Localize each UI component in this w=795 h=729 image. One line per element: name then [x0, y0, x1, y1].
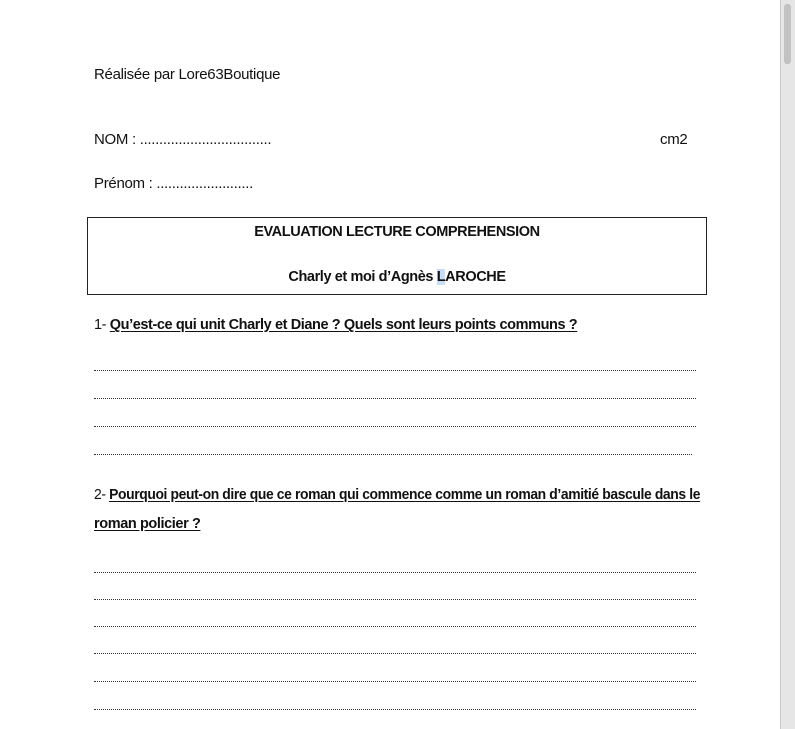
answer-line[interactable] — [94, 599, 696, 600]
question-2-number: 2- — [94, 487, 110, 503]
text-cursor-selection[interactable]: L — [436, 269, 446, 285]
scrollbar-thumb[interactable] — [784, 4, 791, 64]
answer-line[interactable] — [94, 398, 696, 399]
question-1-text: Qu’est-ce qui unit Charly et Diane ? Quels sont leurs points communs ? — [109, 317, 578, 333]
book-title-prefix: Charly et moi d’Agnès — [288, 269, 437, 285]
answer-line[interactable] — [94, 426, 696, 427]
book-title — [88, 269, 706, 285]
question-2-continued — [94, 516, 200, 532]
question-2-text-line2: roman policier ? — [94, 516, 201, 532]
name-field-label: NOM : .................................. — [94, 131, 272, 148]
worksheet-title: EVALUATION LECTURE COMPREHENSION — [254, 224, 540, 240]
answer-line[interactable] — [94, 626, 696, 627]
book-title-suffix: AROCHE — [445, 269, 506, 285]
firstname-field-label: Prénom : ......................... — [94, 175, 254, 192]
question-1-number: 1- — [94, 317, 110, 333]
question-2-text-line1: Pourquoi peut-on dire que ce roman qui commence comme un roman d’amitié bascule dans le — [109, 487, 701, 503]
answer-line[interactable] — [94, 454, 692, 455]
answer-line[interactable] — [94, 653, 696, 654]
title-box — [87, 217, 707, 295]
answer-line[interactable] — [94, 709, 696, 710]
author-line: Réalisée par Lore63Boutique — [94, 66, 281, 83]
answer-line[interactable] — [94, 681, 696, 682]
answer-line[interactable] — [94, 572, 696, 573]
question-2 — [94, 487, 700, 503]
vertical-scrollbar[interactable] — [780, 0, 795, 729]
answer-line[interactable] — [94, 370, 696, 371]
question-1 — [94, 317, 577, 333]
class-label: cm2 — [660, 131, 688, 148]
